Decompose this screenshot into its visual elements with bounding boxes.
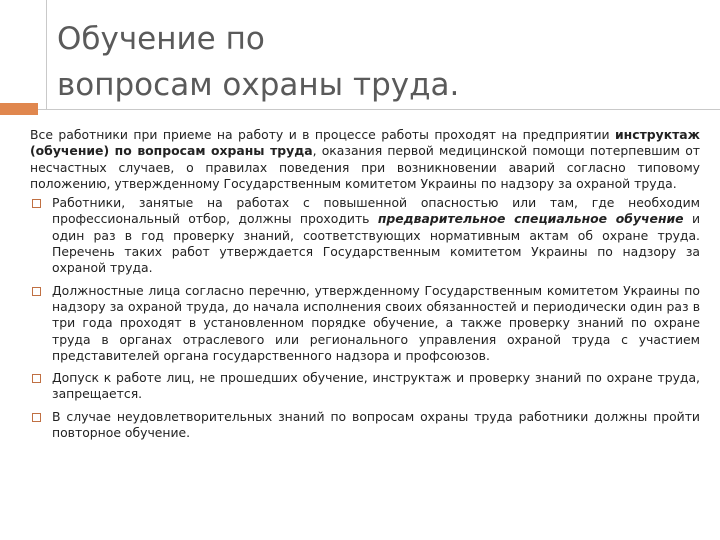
- title-line-2: вопросам охраны труда.: [57, 67, 460, 103]
- item-emphasis: предварительное специальное обучение: [377, 211, 684, 227]
- intro-paragraph: [30, 127, 700, 192]
- title-line-1: Обучение по: [57, 21, 265, 57]
- item-text-4: В случае неудовлетворительных знаний по вопросам охраны труда работники должны пройти повторное обучение.: [52, 408, 700, 441]
- list-item: [30, 283, 700, 364]
- slide-title: [57, 16, 697, 108]
- item-text-2: Должностные лица согласно перечню, утвержденному Государственным комитетом Украины по надзору за охраной труда, до начала исполнения своих обязанностей и периодически один раз в три года проходят в установленном порядке обучение, а также проверку знаний по охране труда в органах отраслевого или регионального управления охраной труда с участием представителей органа государственного надзора и профсоюзов.: [52, 282, 700, 363]
- item-text-3: Допуск к работе лиц, не прошедших обучение, инструктаж и проверку знаний по охране труда, запрещается.: [52, 370, 700, 402]
- list-item: [30, 409, 700, 442]
- slide-body: [30, 127, 700, 441]
- intro-text-1: Все работники при приеме на работу и в процессе работы проходят на предприятии: [30, 127, 615, 142]
- square-bullet-icon: [32, 413, 41, 422]
- square-bullet-icon: [32, 287, 41, 296]
- square-bullet-icon: [32, 374, 41, 383]
- vertical-rule: [46, 0, 47, 109]
- intro-text-2: , оказания первой медицинской помощи потерпевшим от несчастных случаев, о правилах поведения при возникновении аварий согласно типовому положению, утвержденному Государственным комитетом Украины по надзору за охраной труда.: [30, 143, 700, 191]
- intro-bold-text: инструктаж (обучение) по вопросам охраны труда: [30, 127, 700, 159]
- horizontal-rule: [38, 109, 720, 110]
- list-item: [30, 195, 700, 276]
- item-text-1a: Работники, занятые на работах с повышенной опасностью или там, где необходим профессиональный отбор, должны проходить: [52, 195, 700, 227]
- bullet-list: [30, 195, 700, 441]
- item-text-1b: и один раз в год проверку знаний, соответствующих нормативным актам об охране труда. Перечень таких работ утверждается Государственным комитетом Украины по надзору за охраной труда.: [52, 211, 701, 276]
- list-item: [30, 370, 700, 403]
- accent-bar: [0, 103, 38, 115]
- square-bullet-icon: [32, 199, 41, 208]
